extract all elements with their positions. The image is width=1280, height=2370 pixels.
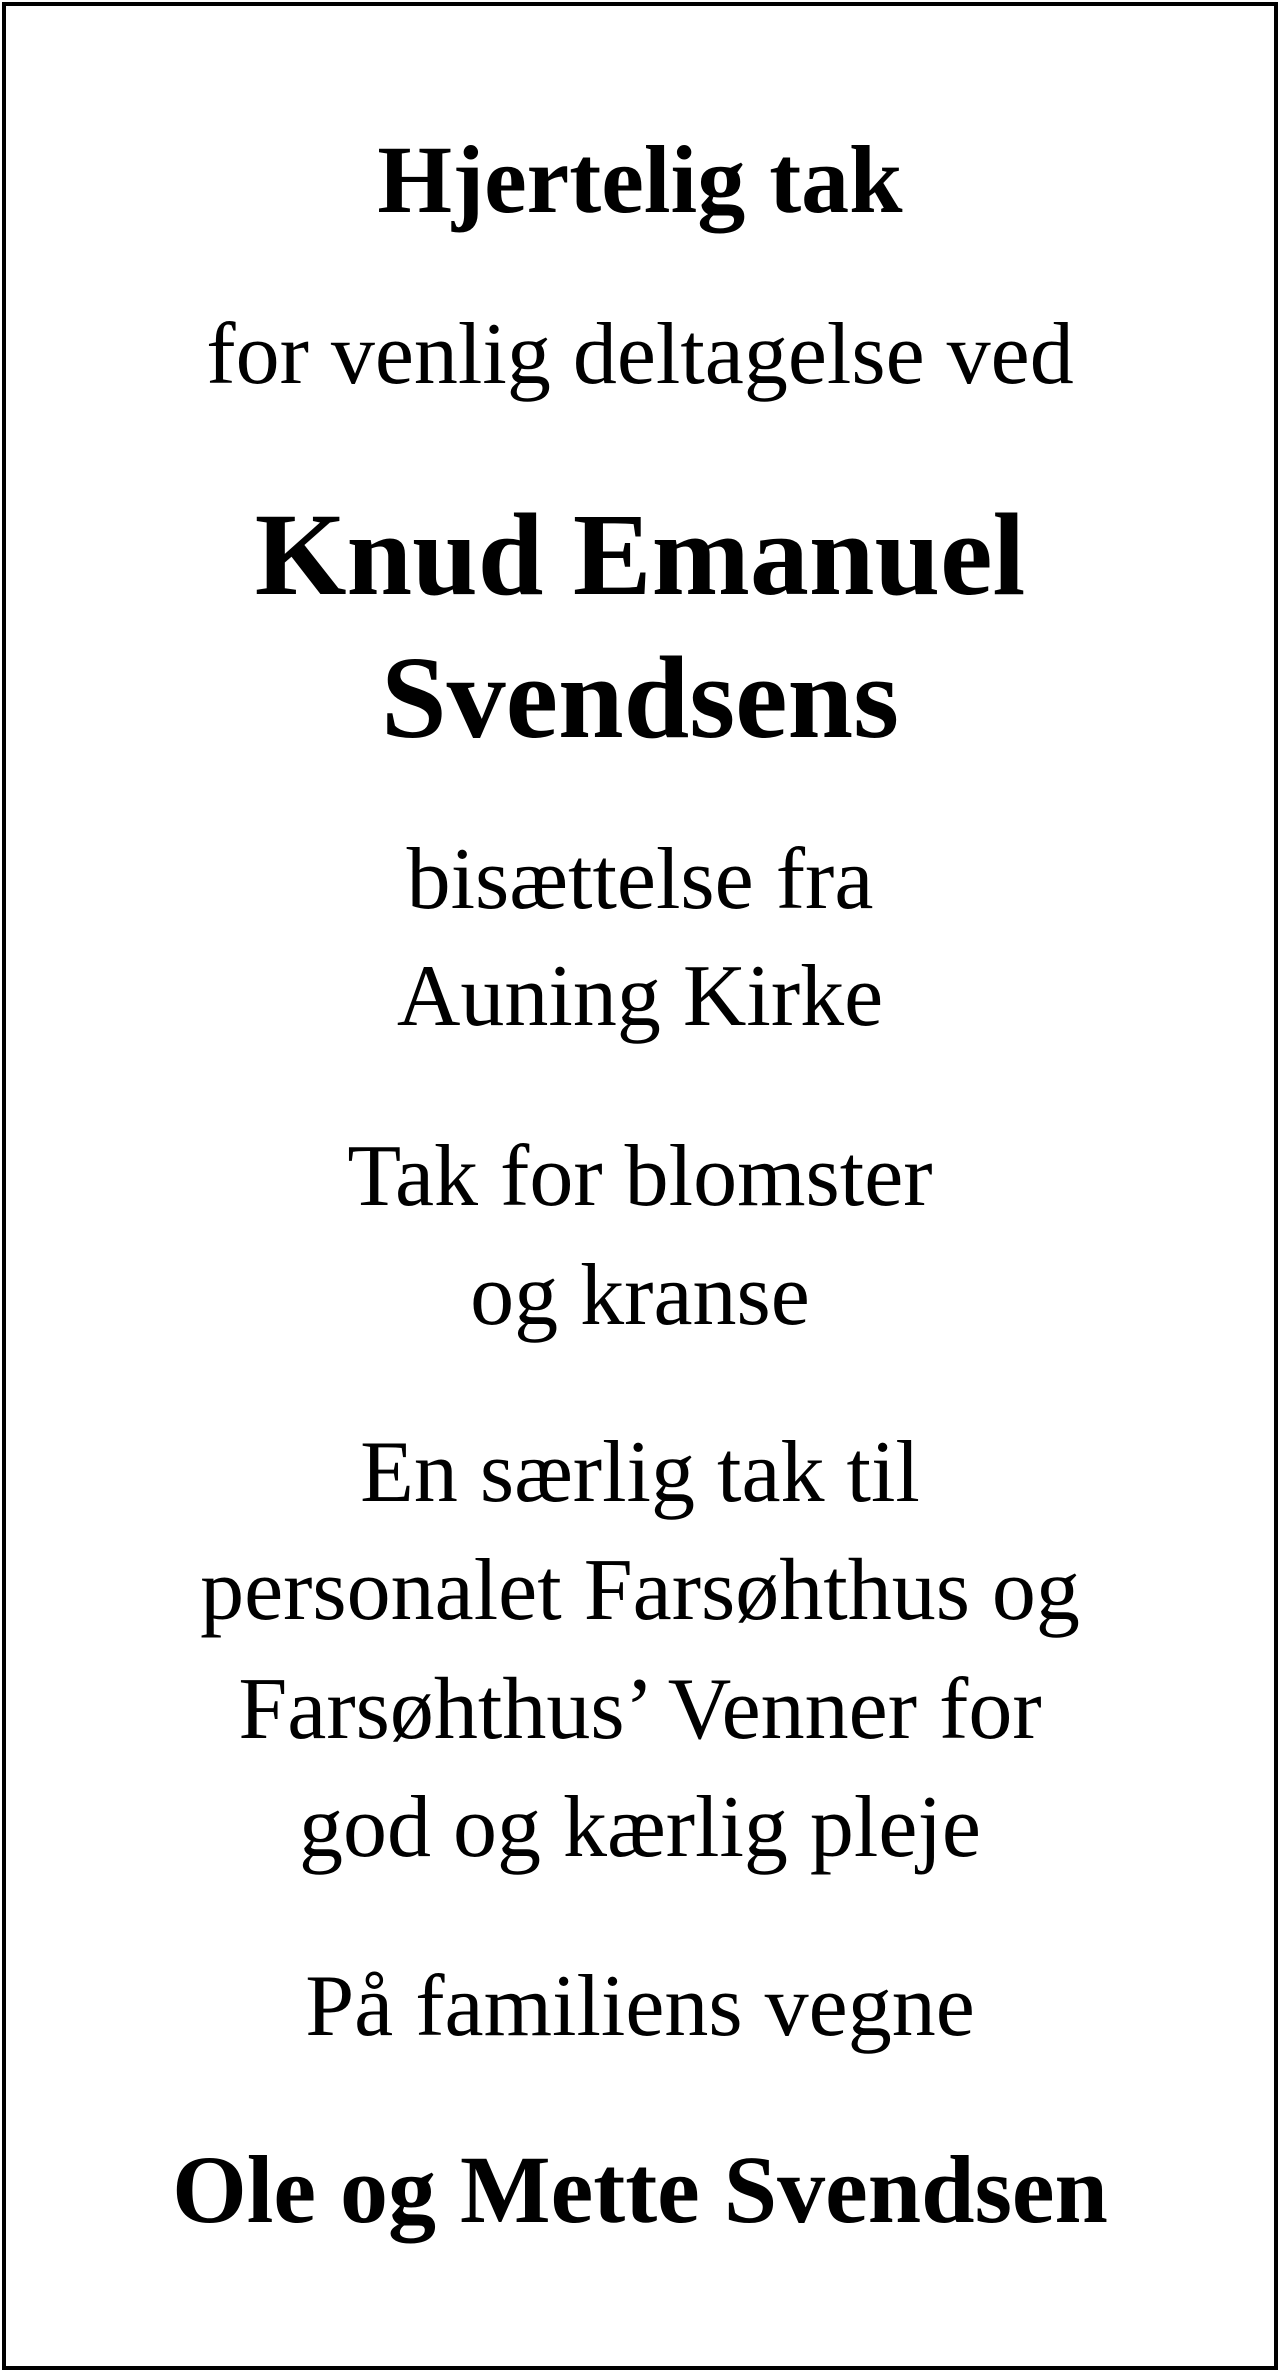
heading: Hjertelig tak <box>377 126 903 233</box>
flowers-thanks-line-2: og kranse <box>470 1247 810 1344</box>
notice-frame <box>2 2 1278 2370</box>
special-thanks-line-2: personalet Farsøhthus og <box>200 1542 1080 1639</box>
special-thanks-line-1: En særlig tak til <box>360 1424 920 1521</box>
special-thanks-line-3: Farsøhthus’ Venner for <box>238 1661 1042 1758</box>
deceased-name-line-1: Knud Emanuel <box>254 489 1026 620</box>
special-thanks-line-4: god og kærlig pleje <box>299 1779 981 1876</box>
funeral-line-1: bisættelse fra <box>406 831 874 928</box>
on-behalf-text: På familiens vegne <box>305 1958 975 2055</box>
signers: Ole og Mette Svendsen <box>172 2136 1108 2243</box>
intro-text: for venlig deltagelse ved <box>206 306 1074 403</box>
funeral-line-2: Auning Kirke <box>396 948 884 1045</box>
deceased-name-line-2: Svendsens <box>380 632 900 763</box>
flowers-thanks-line-1: Tak for blomster <box>347 1128 933 1225</box>
